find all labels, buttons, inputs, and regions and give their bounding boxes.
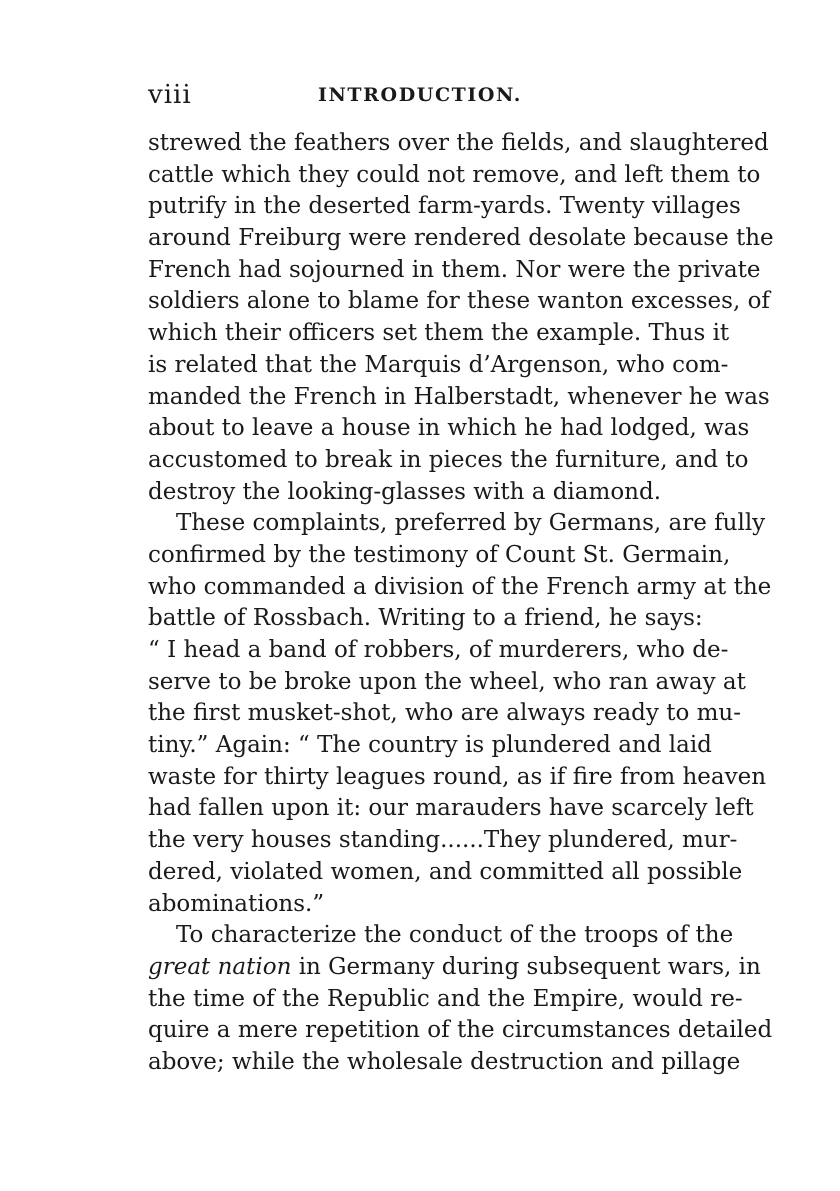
text-line: had fallen upon it: our marauders have scarcely left <box>148 795 754 822</box>
text-line: which their officers set them the example. Thus it <box>148 320 730 347</box>
page-number: viii <box>148 80 192 110</box>
text-line: above; while the wholesale destruction and pillage <box>148 1048 741 1075</box>
text-line: putrify in the deserted farm-yards. Twenty villages <box>148 193 741 220</box>
running-head: INTRODUCTION. <box>317 84 523 106</box>
text-line: cattle which they could not remove, and left them to <box>148 161 761 188</box>
text-line: confirmed by the testimony of Count St. Germain, <box>148 541 731 568</box>
text-line: tiny.” Again: “ The country is plundered and laid <box>148 732 712 759</box>
text-line: battle of Rossbach. Writing to a friend, he says: <box>148 605 703 632</box>
text-line: To characterize the conduct of the troops of the <box>176 922 734 949</box>
text-line: destroy the looking-glasses with a diamond. <box>148 478 662 505</box>
text-line: serve to be broke upon the wheel, who ran away at <box>148 668 746 695</box>
text-line: “ I head a band of robbers, of murderers, who de- <box>148 637 729 663</box>
text-line: quire a mere repetition of the circumstances detailed <box>148 1017 773 1044</box>
text-line: who commanded a division of the French army at the <box>148 573 772 600</box>
text-line: soldiers alone to blame for these wanton excesses, of <box>148 288 770 315</box>
text-line: the very houses standing......They plundered, mur- <box>148 827 738 854</box>
text-line: strewed the feathers over the fields, and slaughtered <box>148 130 769 156</box>
text-line: accustomed to break in pieces the furniture, and to <box>148 446 749 473</box>
text-line: abominations.” <box>148 890 325 917</box>
text-line: is related that the Marquis d’Argenson, who com- <box>148 351 729 378</box>
text-line: the first musket-shot, who are always ready to mu- <box>148 700 741 727</box>
text-line: about to leave a house in which he had lodged, was <box>148 415 750 442</box>
text-line: These complaints, preferred by Germans, are fully <box>176 510 766 537</box>
italic-phrase: great nation <box>148 953 292 980</box>
text-line: French had sojourned in them. Nor were the private <box>148 256 761 283</box>
text-line: waste for thirty leagues round, as if fire from heaven <box>148 763 767 790</box>
text-line: around Freiburg were rendered desolate because the <box>148 225 774 252</box>
text-run: in Germany during subsequent wars, in <box>291 953 761 980</box>
text-line: manded the French in Halberstadt, whenever he was <box>148 383 770 410</box>
text-line <box>148 952 761 984</box>
text-line: dered, violated women, and committed all possible <box>148 858 743 885</box>
body-text <box>148 128 774 1079</box>
text-line: the time of the Republic and the Empire, would re- <box>148 985 743 1012</box>
